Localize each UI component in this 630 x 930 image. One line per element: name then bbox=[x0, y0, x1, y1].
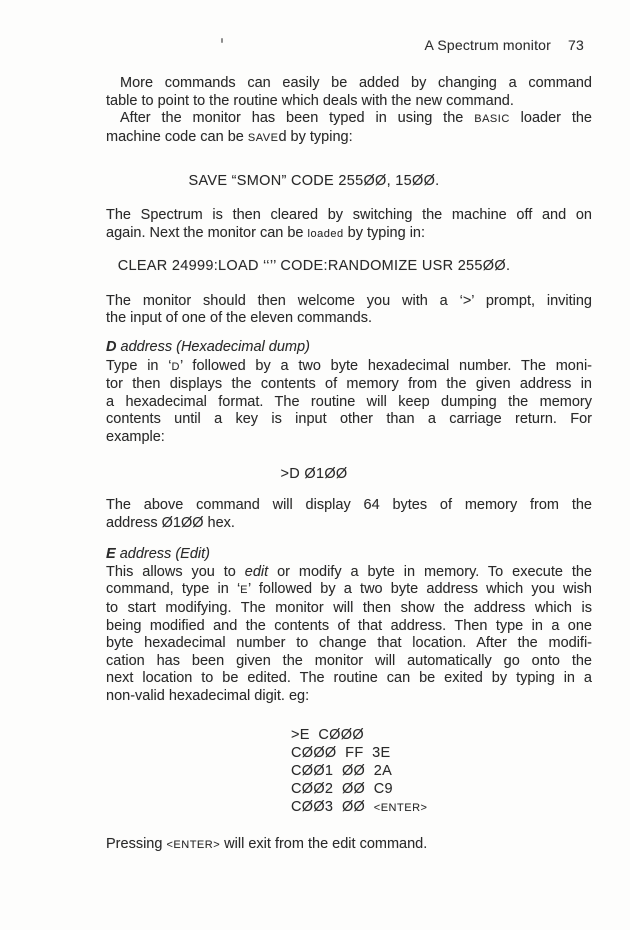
text-line: The monitor should then welcome you with a ‘>’ prompt, inviting bbox=[106, 292, 592, 309]
text-line: contents until a key is input other than a carriage return. For bbox=[106, 411, 592, 428]
text-line: Type in ‘D’ followed by a two byte hexadecimal number. The moni- bbox=[106, 357, 592, 374]
page-content-column bbox=[106, 37, 592, 854]
text-line: the input of one of the eleven commands. bbox=[106, 310, 373, 327]
paragraph bbox=[106, 836, 592, 855]
code-line: CØØ1 ØØ 2A bbox=[291, 762, 393, 779]
italic-text: edit bbox=[244, 563, 269, 580]
bold-italic-text: D bbox=[106, 338, 117, 355]
text-line: being modified and the contents of that address. Then type in a one bbox=[106, 617, 592, 634]
text-line: After the monitor has been typed in using the BASIC loader the bbox=[120, 110, 592, 127]
command-section-heading bbox=[106, 339, 592, 357]
text-line: non-valid hexadecimal digit. eg: bbox=[106, 688, 310, 705]
code-listing bbox=[291, 726, 592, 817]
paragraph bbox=[106, 564, 592, 706]
code-line: CØØØ FF 3E bbox=[291, 744, 391, 761]
text-line: address Ø1ØØ hex. bbox=[106, 514, 235, 531]
text-line: to start modifying. The monitor will then show the address which is bbox=[106, 600, 592, 617]
text-line: Pressing <ENTER> will exit from the edit command. bbox=[106, 835, 428, 852]
text-line: The Spectrum is then cleared by switching the machine off and on bbox=[106, 206, 592, 223]
italic-text: address (Hexadecimal dump) bbox=[116, 338, 310, 355]
text-line: a hexadecimal format. The routine will keep dumping the memory bbox=[106, 393, 592, 410]
text-line: cation has been given the monitor will automatically go onto the bbox=[106, 652, 592, 669]
command-section-heading bbox=[106, 546, 592, 564]
text-line: machine code can be SAVEd by typing: bbox=[106, 128, 353, 145]
small-caps-text: <ENTER> bbox=[166, 838, 221, 851]
small-caps-text: BASIC bbox=[474, 113, 510, 126]
italic-text: address (Edit) bbox=[115, 546, 210, 563]
text-line: This allows you to edit or modify a byte in memory. To execute the bbox=[106, 563, 592, 580]
paragraph bbox=[106, 293, 592, 328]
paragraph bbox=[106, 358, 592, 447]
text-line: example: bbox=[106, 428, 165, 445]
text-line: next location to be edited. The routine can be exited by typing in a bbox=[106, 670, 592, 687]
small-caps-text: D bbox=[171, 360, 180, 373]
running-header bbox=[106, 37, 592, 53]
code-line: CØØ2 ØØ C9 bbox=[291, 780, 393, 797]
text-line: The above command will display 64 bytes of memory from the bbox=[106, 497, 592, 514]
chapter-title: A Spectrum monitor bbox=[424, 37, 552, 53]
small-caps-text: SAVE bbox=[247, 131, 279, 144]
text-line: table to point to the routine which deals with the new command. bbox=[106, 92, 514, 109]
bold-italic-text: E bbox=[106, 546, 116, 563]
code-line: >E CØØØ bbox=[291, 726, 364, 743]
paragraph bbox=[106, 207, 592, 243]
display-command-line: CLEAR 24999:LOAD ‘‘’’ CODE:RANDOMIZE USR 255ØØ. bbox=[117, 258, 511, 275]
display-command-line: >D Ø1ØØ bbox=[280, 465, 348, 482]
small-caps-text: E bbox=[240, 584, 249, 597]
code-line: CØØ3 ØØ <ENTER> bbox=[291, 798, 428, 815]
text-line: tor then displays the contents of memory from the given address in bbox=[106, 376, 592, 393]
text-line: command, type in ‘E’ followed by a two byte address which you wish bbox=[106, 581, 592, 598]
text-line: again. Next the monitor can be loaded by typing in: bbox=[106, 224, 426, 241]
paragraph bbox=[106, 497, 592, 532]
small-caps-text: <ENTER> bbox=[373, 801, 428, 814]
display-command-line: SAVE “SMON” CODE 255ØØ, 15ØØ. bbox=[188, 173, 440, 190]
page-content bbox=[106, 75, 592, 854]
paragraph bbox=[106, 110, 592, 147]
text-line: More commands can easily be added by changing a command bbox=[120, 75, 592, 91]
small-caps-text: loaded bbox=[307, 227, 344, 240]
paragraph bbox=[106, 75, 592, 110]
text-line: byte hexadecimal number to change that location. After the modifi- bbox=[106, 635, 592, 652]
page-number: 73 bbox=[568, 37, 584, 53]
